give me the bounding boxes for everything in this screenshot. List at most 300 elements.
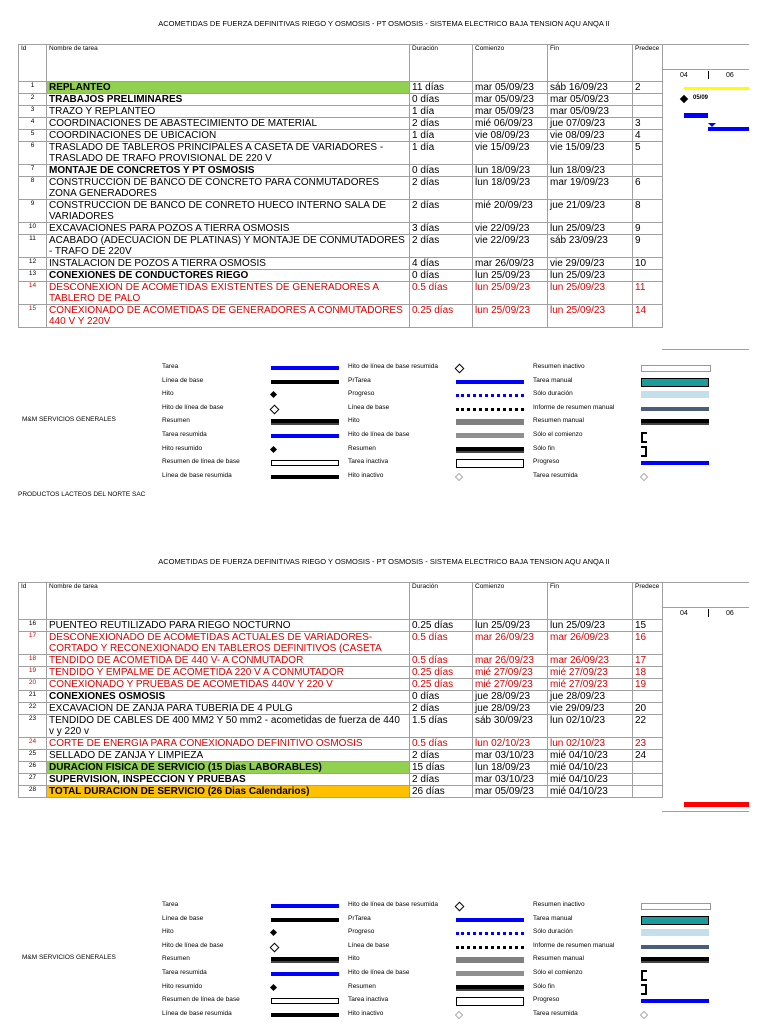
legend-symbol bbox=[456, 363, 526, 373]
footer-company: PRODUCTOS LACTEOS DEL NORTE SAC bbox=[18, 491, 146, 498]
legend-symbol bbox=[271, 404, 341, 414]
task-predecessors bbox=[633, 94, 663, 106]
task-row[interactable] bbox=[19, 738, 663, 750]
legend-label: Tarea resumida bbox=[533, 1009, 578, 1017]
task-finish: mié 04/10/23 bbox=[548, 774, 633, 786]
legend-symbol bbox=[641, 955, 711, 965]
task-duration: 2 días bbox=[410, 118, 473, 130]
task-id: 11 bbox=[19, 235, 47, 258]
legend-label: Sólo fin bbox=[533, 982, 555, 990]
task-name: TOTAL DURACION DE SERVICIO (26 Dias Calendarios) bbox=[47, 786, 410, 798]
legend-symbol bbox=[456, 928, 526, 938]
task-duration: 0 días bbox=[410, 165, 473, 177]
legend-symbol bbox=[456, 431, 526, 441]
task-duration: 2 días bbox=[410, 235, 473, 258]
task-row[interactable] bbox=[19, 620, 663, 632]
task-start: jue 28/09/23 bbox=[473, 691, 548, 703]
legend-symbol bbox=[641, 417, 711, 427]
task-predecessors bbox=[633, 786, 663, 798]
task-start: lun 25/09/23 bbox=[473, 282, 548, 305]
legend-label: Línea de base bbox=[348, 941, 390, 949]
task-start: mar 05/09/23 bbox=[473, 786, 548, 798]
task-finish: mié 27/09/23 bbox=[548, 667, 633, 679]
legend-symbol bbox=[271, 983, 341, 993]
task-finish: sáb 16/09/23 bbox=[548, 82, 633, 94]
legend-label: Hito bbox=[348, 417, 360, 425]
task-row[interactable] bbox=[19, 305, 663, 328]
task-finish: sáb 23/09/23 bbox=[548, 235, 633, 258]
task-row[interactable] bbox=[19, 223, 663, 235]
task-finish: lun 02/10/23 bbox=[548, 738, 633, 750]
task-id: 19 bbox=[19, 667, 47, 679]
col-name: Nombre de tarea bbox=[47, 583, 410, 620]
legend-symbol bbox=[271, 1010, 341, 1020]
gantt-chart bbox=[662, 44, 749, 350]
milestone-marker bbox=[680, 95, 688, 103]
task-duration: 0.25 días bbox=[410, 620, 473, 632]
task-id: 15 bbox=[19, 305, 47, 328]
task-row[interactable] bbox=[19, 130, 663, 142]
legend-symbol bbox=[456, 901, 526, 911]
task-finish: jue 21/09/23 bbox=[548, 200, 633, 223]
legend-label: Tarea bbox=[162, 363, 179, 370]
legend-symbol bbox=[271, 417, 341, 427]
task-row[interactable] bbox=[19, 82, 663, 94]
task-finish: lun 25/09/23 bbox=[548, 282, 633, 305]
company-name: M&M SERVICIOS GENERALES bbox=[22, 416, 116, 423]
task-start: sáb 30/09/23 bbox=[473, 715, 548, 738]
task-start: jue 28/09/23 bbox=[473, 703, 548, 715]
legend-symbol bbox=[456, 1010, 526, 1020]
task-name: CORTE DE ENERGIA PARA CONEXIONADO DEFINITIVO OSMOSIS bbox=[47, 738, 410, 750]
legend-label: Sólo duración bbox=[533, 928, 573, 936]
legend-symbol bbox=[641, 969, 711, 979]
task-finish: mar 26/09/23 bbox=[548, 632, 633, 655]
legend-label: Hito de línea de base bbox=[162, 941, 224, 949]
legend-label: Informe de resumen manual bbox=[533, 403, 615, 411]
task-finish: lun 25/09/23 bbox=[548, 270, 633, 282]
legend-label: Hito de línea de base resumida bbox=[348, 363, 438, 370]
task-name: EXCAVACIONES PARA POZOS A TIERRA OSMOSIS bbox=[47, 223, 410, 235]
legend-label: Progreso bbox=[533, 458, 560, 466]
legend-label: Tarea manual bbox=[533, 914, 573, 922]
legend-symbol bbox=[271, 955, 341, 965]
task-start: mar 05/09/23 bbox=[473, 94, 548, 106]
legend-symbol bbox=[641, 915, 711, 925]
page-title: ACOMETIDAS DE FUERZA DEFINITIVAS RIEGO Y OSMOSIS - PT OSMOSIS - SISTEMA ELECTRICO BAJA TENSION AQU ANQA II bbox=[158, 19, 610, 28]
task-finish: vie 15/09/23 bbox=[548, 142, 633, 165]
legend-label: Resumen manual bbox=[533, 955, 584, 963]
task-duration: 2 días bbox=[410, 774, 473, 786]
col-finish: Fin bbox=[548, 45, 633, 82]
task-predecessors: 2 bbox=[633, 82, 663, 94]
task-finish: mié 04/10/23 bbox=[548, 750, 633, 762]
col-duration: Duración bbox=[410, 45, 473, 82]
legend-label: Tarea manual bbox=[533, 376, 573, 384]
tick-label: 04 bbox=[680, 72, 688, 79]
task-start: lun 18/09/23 bbox=[473, 762, 548, 774]
legend-symbol bbox=[456, 996, 526, 1006]
task-finish: lun 25/09/23 bbox=[548, 223, 633, 235]
col-predecessors: Predece bbox=[633, 583, 663, 620]
task-predecessors: 18 bbox=[633, 667, 663, 679]
task-start: vie 22/09/23 bbox=[473, 223, 548, 235]
task-name: TENDIDO Y EMPALME DE ACOMETIDA 220 V A CONMUTADOR bbox=[47, 667, 410, 679]
task-row[interactable] bbox=[19, 679, 663, 691]
task-id: 14 bbox=[19, 282, 47, 305]
task-duration: 2 días bbox=[410, 750, 473, 762]
legend-label: Tarea resumida bbox=[162, 969, 207, 976]
task-predecessors bbox=[633, 774, 663, 786]
task-duration: 0.5 días bbox=[410, 655, 473, 667]
legend-symbol bbox=[271, 942, 341, 952]
task-id: 26 bbox=[19, 762, 47, 774]
task-predecessors: 9 bbox=[633, 235, 663, 258]
task-id: 20 bbox=[19, 679, 47, 691]
legend-label: Hito inactivo bbox=[348, 1009, 384, 1017]
task-row[interactable] bbox=[19, 270, 663, 282]
task-start: mar 26/09/23 bbox=[473, 632, 548, 655]
legend-label: Resumen manual bbox=[533, 417, 584, 425]
task-row[interactable] bbox=[19, 258, 663, 270]
legend-label: Hito de línea de base bbox=[348, 431, 410, 438]
task-name: DESCONEXION DE ACOMETIDAS EXISTENTES DE GENERADORES A TABLERO DE PALO bbox=[47, 282, 410, 305]
legend-symbol bbox=[456, 404, 526, 414]
col-name: Nombre de tarea bbox=[47, 45, 410, 82]
task-predecessors: 22 bbox=[633, 715, 663, 738]
task-start: mar 03/10/23 bbox=[473, 750, 548, 762]
task-predecessors: 11 bbox=[633, 282, 663, 305]
legend-label: Hito de línea de base bbox=[348, 969, 410, 976]
task-predecessors: 9 bbox=[633, 223, 663, 235]
col-duration: Duración bbox=[410, 583, 473, 620]
task-duration: 1 día bbox=[410, 130, 473, 142]
task-duration: 15 días bbox=[410, 762, 473, 774]
task-start: mar 05/09/23 bbox=[473, 82, 548, 94]
legend-label: Tarea inactiva bbox=[348, 996, 389, 1004]
task-name: MONTAJE DE CONCRETOS Y PT OSMOSIS bbox=[47, 165, 410, 177]
tick-label: 06 bbox=[726, 610, 734, 617]
task-predecessors: 3 bbox=[633, 118, 663, 130]
task-name: DESCONEXIONADO DE ACOMETIDAS ACTUALES DE VARIADORES-CORTADO Y RECONEXIONADO EN TABLEROS DEFINITIVOS (CASETA bbox=[47, 632, 410, 655]
task-row[interactable] bbox=[19, 762, 663, 774]
task-duration: 0 días bbox=[410, 270, 473, 282]
legend-symbol bbox=[271, 472, 341, 482]
task-predecessors: 14 bbox=[633, 305, 663, 328]
task-finish: mié 04/10/23 bbox=[548, 762, 633, 774]
task-id: 8 bbox=[19, 177, 47, 200]
task-start: mar 26/09/23 bbox=[473, 655, 548, 667]
task-id: 18 bbox=[19, 655, 47, 667]
legend-symbol bbox=[641, 901, 711, 911]
task-row[interactable] bbox=[19, 655, 663, 667]
task-predecessors: 6 bbox=[633, 177, 663, 200]
task-row[interactable] bbox=[19, 786, 663, 798]
task-name: DURACION FISICA DE SERVICIO (15 Dias LABORABLES) bbox=[47, 762, 410, 774]
task-duration: 0.25 días bbox=[410, 679, 473, 691]
legend-symbol bbox=[271, 969, 341, 979]
task-duration: 2 días bbox=[410, 177, 473, 200]
legend-label: Línea de base bbox=[162, 914, 204, 922]
task-bar bbox=[684, 113, 708, 118]
task-finish: mar 05/09/23 bbox=[548, 94, 633, 106]
legend-label: Progreso bbox=[533, 996, 560, 1004]
task-duration: 2 días bbox=[410, 200, 473, 223]
task-start: lun 18/09/23 bbox=[473, 177, 548, 200]
task-start: mié 06/09/23 bbox=[473, 118, 548, 130]
task-predecessors bbox=[633, 165, 663, 177]
legend-label: Línea de base bbox=[348, 403, 390, 411]
task-id: 13 bbox=[19, 270, 47, 282]
legend-symbol bbox=[641, 431, 711, 441]
task-name: INSTALACION DE POZOS A TIERRA OSMOSIS bbox=[47, 258, 410, 270]
legend-label: Tarea resumida bbox=[533, 471, 578, 479]
task-predecessors: 19 bbox=[633, 679, 663, 691]
task-id: 4 bbox=[19, 118, 47, 130]
col-id: Id bbox=[19, 45, 47, 82]
task-name: TENDIDO DE ACOMETIDA DE 440 V- A CONMUTADOR bbox=[47, 655, 410, 667]
task-finish: mar 05/09/23 bbox=[548, 106, 633, 118]
task-predecessors: 23 bbox=[633, 738, 663, 750]
task-name: PUENTEO REUTILIZADO PARA RIEGO NOCTURNO bbox=[47, 620, 410, 632]
task-finish: jue 07/09/23 bbox=[548, 118, 633, 130]
legend-label: Hito resumido bbox=[162, 444, 203, 452]
task-duration: 4 días bbox=[410, 258, 473, 270]
legend-label: Resumen bbox=[162, 955, 190, 963]
legend-label: Resumen bbox=[162, 417, 190, 425]
task-id: 12 bbox=[19, 258, 47, 270]
legend-label: Sólo el comienzo bbox=[533, 969, 583, 976]
timescale bbox=[662, 45, 749, 81]
legend-label: Resumen inactivo bbox=[533, 901, 585, 908]
col-finish: Fin bbox=[548, 583, 633, 620]
task-duration: 3 días bbox=[410, 223, 473, 235]
task-name: COORDINACIONES DE ABASTECIMIENTO DE MATERIAL bbox=[47, 118, 410, 130]
task-row[interactable] bbox=[19, 667, 663, 679]
legend-symbol bbox=[456, 983, 526, 993]
task-start: lun 02/10/23 bbox=[473, 738, 548, 750]
legend-symbol bbox=[271, 377, 341, 387]
task-row[interactable] bbox=[19, 715, 663, 738]
task-name: ACABADO (ADECUACION DE PLATINAS) Y MONTAJE DE CONMUTADORES - TRAFO DE 220V bbox=[47, 235, 410, 258]
task-id: 25 bbox=[19, 750, 47, 762]
legend-symbol bbox=[271, 901, 341, 911]
task-duration: 0.5 días bbox=[410, 738, 473, 750]
legend-symbol bbox=[271, 458, 341, 468]
task-predecessors bbox=[633, 691, 663, 703]
legend-symbol bbox=[271, 363, 341, 373]
task-table bbox=[18, 44, 663, 328]
col-predecessors: Predece bbox=[633, 45, 663, 82]
task-duration: 2 días bbox=[410, 703, 473, 715]
legend-label: Progreso bbox=[348, 390, 375, 398]
legend-label: Resumen bbox=[348, 444, 376, 452]
legend-label: PrTarea bbox=[348, 914, 371, 922]
task-finish: lun 18/09/23 bbox=[548, 165, 633, 177]
legend-symbol bbox=[641, 942, 711, 952]
task-duration: 0.5 días bbox=[410, 632, 473, 655]
task-id: 23 bbox=[19, 715, 47, 738]
legend-label: Hito bbox=[348, 955, 360, 963]
legend-symbol bbox=[271, 431, 341, 441]
legend-symbol bbox=[456, 955, 526, 965]
gantt-chart bbox=[662, 582, 749, 812]
task-id: 22 bbox=[19, 703, 47, 715]
task-id: 28 bbox=[19, 786, 47, 798]
task-predecessors bbox=[633, 270, 663, 282]
task-row[interactable] bbox=[19, 703, 663, 715]
legend-label: Hito resumido bbox=[162, 982, 203, 990]
col-start: Comienzo bbox=[473, 583, 548, 620]
task-bar bbox=[708, 127, 749, 131]
task-predecessors: 16 bbox=[633, 632, 663, 655]
task-name: CONSTRUCCION DE BANCO DE CONCRETO PARA CONMUTADORES ZONA GENERADORES bbox=[47, 177, 410, 200]
company-name: M&M SERVICIOS GENERALES bbox=[22, 954, 116, 961]
task-predecessors: 4 bbox=[633, 130, 663, 142]
task-id: 3 bbox=[19, 106, 47, 118]
legend-symbol bbox=[641, 377, 711, 387]
task-start: mar 03/10/23 bbox=[473, 774, 548, 786]
task-finish: mié 04/10/23 bbox=[548, 786, 633, 798]
task-finish: lun 25/09/23 bbox=[548, 305, 633, 328]
legend-label: Línea de base resumida bbox=[162, 471, 232, 479]
task-predecessors bbox=[633, 762, 663, 774]
task-finish: mar 26/09/23 bbox=[548, 655, 633, 667]
legend-symbol bbox=[641, 983, 711, 993]
task-predecessors: 10 bbox=[633, 258, 663, 270]
task-name: TRASLADO DE TABLEROS PRINCIPALES A CASETA DE VARIADORES - TRASLADO DE TRAFO PROVISIONAL DE 220 V bbox=[47, 142, 410, 165]
legend-label: Resumen de línea de base bbox=[162, 458, 240, 466]
task-start: lun 25/09/23 bbox=[473, 305, 548, 328]
legend-label: Línea de base bbox=[162, 376, 204, 384]
task-row[interactable] bbox=[19, 106, 663, 118]
task-finish: mar 19/09/23 bbox=[548, 177, 633, 200]
task-finish: jue 28/09/23 bbox=[548, 691, 633, 703]
task-name: TENDIDO DE CABLES DE 400 MM2 Y 50 mm2 - acometidas de fuerza de 440 v y 220 v bbox=[47, 715, 410, 738]
total-duration-bar bbox=[684, 802, 749, 807]
legend-label: Resumen de línea de base bbox=[162, 996, 240, 1004]
legend-symbol bbox=[641, 996, 711, 1006]
task-duration: 0.25 días bbox=[410, 667, 473, 679]
legend-symbol bbox=[271, 390, 341, 400]
task-name: SUPERVISION, INSPECCION Y PRUEBAS bbox=[47, 774, 410, 786]
task-start: mié 27/09/23 bbox=[473, 679, 548, 691]
task-start: mié 20/09/23 bbox=[473, 200, 548, 223]
task-row[interactable] bbox=[19, 177, 663, 200]
task-row[interactable] bbox=[19, 750, 663, 762]
task-duration: 0.5 días bbox=[410, 282, 473, 305]
task-start: lun 25/09/23 bbox=[473, 620, 548, 632]
task-duration: 1.5 días bbox=[410, 715, 473, 738]
task-row[interactable] bbox=[19, 691, 663, 703]
task-duration: 11 días bbox=[410, 82, 473, 94]
task-row[interactable] bbox=[19, 282, 663, 305]
task-duration: 26 días bbox=[410, 786, 473, 798]
task-start: vie 15/09/23 bbox=[473, 142, 548, 165]
task-row[interactable] bbox=[19, 118, 663, 130]
task-name: CONEXIONES DE CONDUCTORES RIEGO bbox=[47, 270, 410, 282]
task-id: 17 bbox=[19, 632, 47, 655]
task-row[interactable] bbox=[19, 774, 663, 786]
task-predecessors: 5 bbox=[633, 142, 663, 165]
legend-label: Tarea resumida bbox=[162, 431, 207, 438]
legend-symbol bbox=[456, 915, 526, 925]
legend-symbol bbox=[456, 445, 526, 455]
task-finish: lun 25/09/23 bbox=[548, 620, 633, 632]
task-start: mié 27/09/23 bbox=[473, 667, 548, 679]
task-name: CONEXIONADO Y PRUEBAS DE ACOMETIDAS 440V Y 220 V bbox=[47, 679, 410, 691]
legend-label: Hito bbox=[162, 390, 174, 398]
task-id: 24 bbox=[19, 738, 47, 750]
legend-symbol bbox=[641, 472, 711, 482]
task-name: TRABAJOS PRELIMINARES bbox=[47, 94, 410, 106]
task-id: 16 bbox=[19, 620, 47, 632]
legend-label: Resumen inactivo bbox=[533, 363, 585, 370]
task-name: REPLANTEO bbox=[47, 82, 410, 94]
task-duration: 0 días bbox=[410, 691, 473, 703]
legend-symbol bbox=[271, 928, 341, 938]
task-id: 21 bbox=[19, 691, 47, 703]
task-duration: 1 día bbox=[410, 142, 473, 165]
legend-symbol bbox=[271, 915, 341, 925]
task-name: EXCAVACION DE ZANJA PARA TUBERIA DE 4 PULG bbox=[47, 703, 410, 715]
task-id: 10 bbox=[19, 223, 47, 235]
task-predecessors: 8 bbox=[633, 200, 663, 223]
legend bbox=[0, 362, 768, 482]
legend-label: Línea de base resumida bbox=[162, 1009, 232, 1017]
task-row[interactable] bbox=[19, 94, 663, 106]
task-row[interactable] bbox=[19, 165, 663, 177]
legend-label: Progreso bbox=[348, 928, 375, 936]
task-start: vie 08/09/23 bbox=[473, 130, 548, 142]
task-row[interactable] bbox=[19, 200, 663, 223]
task-predecessors: 17 bbox=[633, 655, 663, 667]
task-id: 5 bbox=[19, 130, 47, 142]
legend-label: Resumen bbox=[348, 982, 376, 990]
legend-label: Hito bbox=[162, 928, 174, 936]
timescale bbox=[662, 583, 749, 619]
task-finish: vie 29/09/23 bbox=[548, 258, 633, 270]
task-finish: vie 08/09/23 bbox=[548, 130, 633, 142]
task-id: 7 bbox=[19, 165, 47, 177]
legend-symbol bbox=[456, 472, 526, 482]
task-row[interactable] bbox=[19, 632, 663, 655]
legend-symbol bbox=[641, 1010, 711, 1020]
legend-symbol bbox=[271, 996, 341, 1006]
task-predecessors bbox=[633, 106, 663, 118]
legend-label: Tarea bbox=[162, 901, 179, 908]
summary-bar bbox=[684, 87, 749, 90]
task-finish: vie 29/09/23 bbox=[548, 703, 633, 715]
task-duration: 0 días bbox=[410, 94, 473, 106]
task-predecessors: 15 bbox=[633, 620, 663, 632]
task-id: 27 bbox=[19, 774, 47, 786]
legend-symbol bbox=[641, 445, 711, 455]
milestone-label: 05/09 bbox=[693, 95, 709, 101]
task-row[interactable] bbox=[19, 142, 663, 165]
legend-symbol bbox=[641, 390, 711, 400]
task-duration: 0.25 días bbox=[410, 305, 473, 328]
task-start: mar 05/09/23 bbox=[473, 106, 548, 118]
tick-label: 06 bbox=[726, 72, 734, 79]
task-name: CONSTRUCCION DE BANCO DE CONRETO HUECO INTERNO SALA DE VARIADORES bbox=[47, 200, 410, 223]
task-id: 9 bbox=[19, 200, 47, 223]
task-row[interactable] bbox=[19, 235, 663, 258]
task-name: SELLADO DE ZANJA Y LIMPIEZA bbox=[47, 750, 410, 762]
task-name: CONEXIONES OSMOSIS bbox=[47, 691, 410, 703]
bar-end-marker bbox=[708, 123, 716, 127]
legend-label: Sólo fin bbox=[533, 444, 555, 452]
